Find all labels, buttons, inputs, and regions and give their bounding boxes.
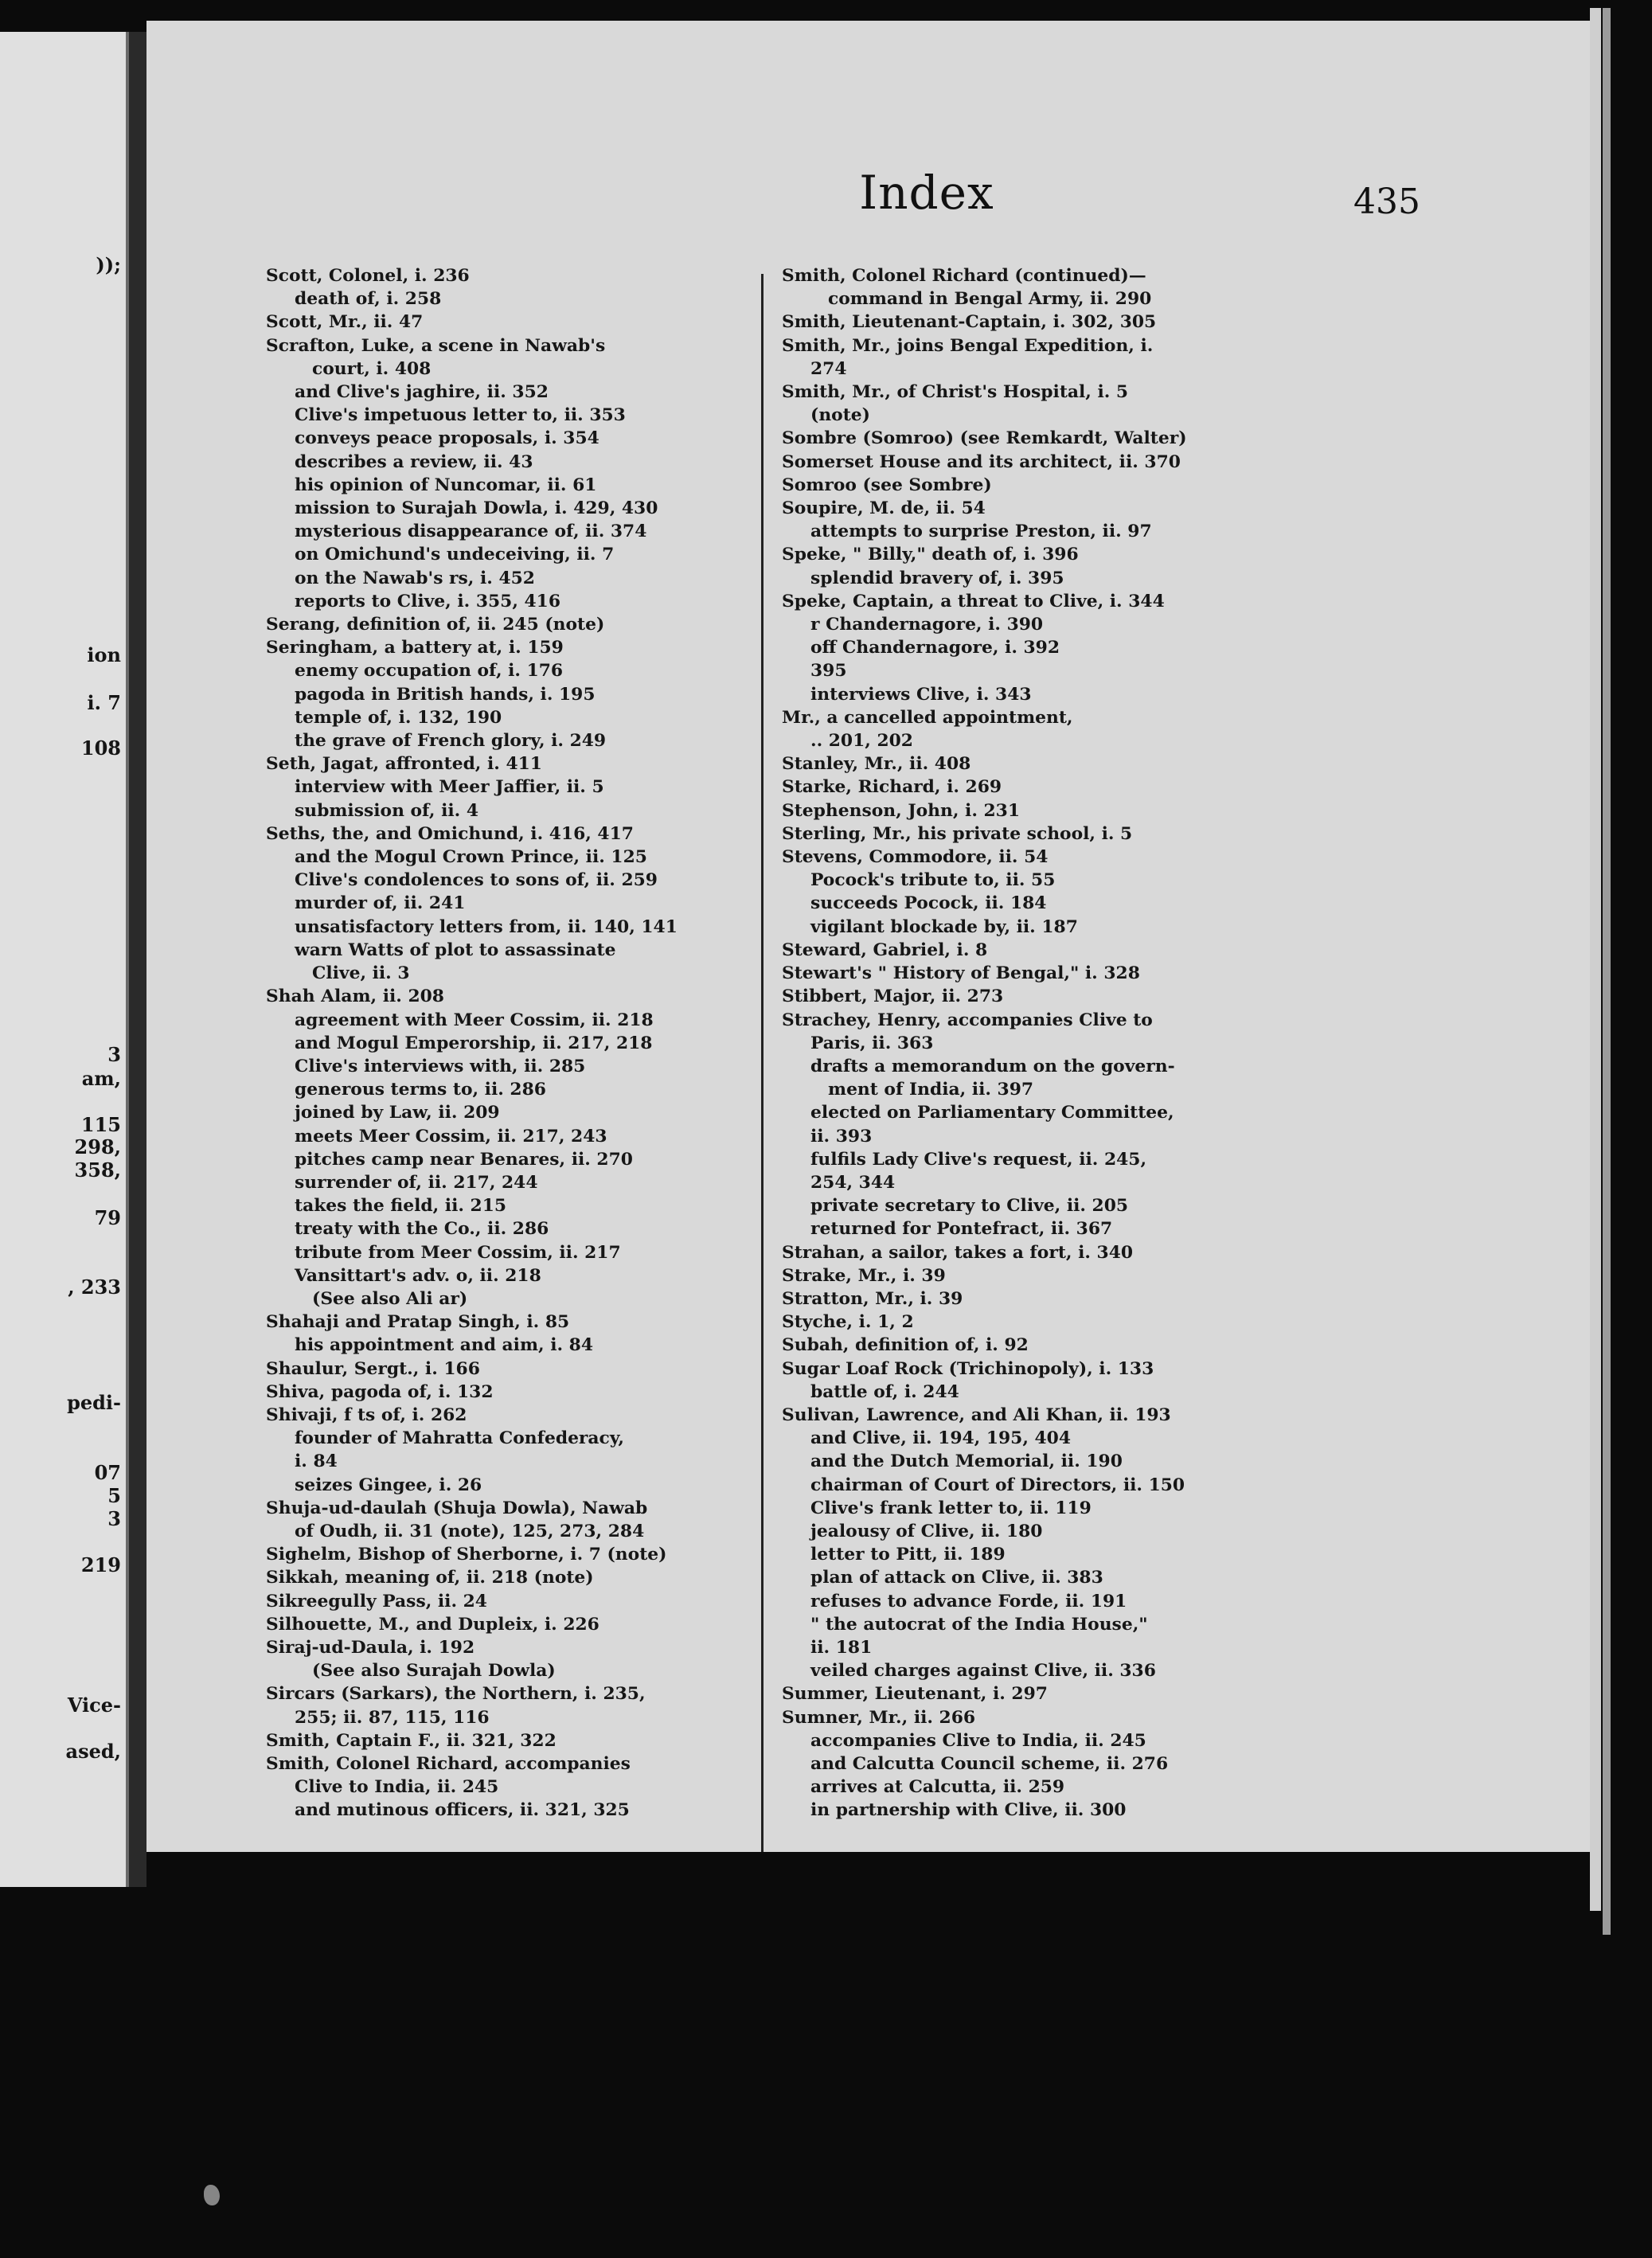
index-subentry: conveys peace proposals, i. 354	[295, 428, 599, 449]
index-entry: Smith, Mr., of Christ's Hospital, i. 5	[782, 382, 1129, 403]
index-entry: Starke, Richard, i. 269	[782, 777, 1002, 798]
facing-page-fragment: 115	[80, 1113, 121, 1136]
index-entry: Speke, " Billy," death of, i. 396	[782, 545, 1079, 565]
index-subentry: 274	[810, 358, 847, 379]
index-subentry: plan of attack on Clive, ii. 383	[810, 1568, 1103, 1588]
page-number: 435	[1353, 182, 1420, 222]
index-subentry: letter to Pitt, ii. 189	[810, 1545, 1006, 1565]
index-subentry: Clive, ii. 3	[312, 963, 410, 984]
index-subentry: elected on Parliamentary Committee,	[810, 1103, 1174, 1123]
index-entry: Shaulur, Sergt., i. 166	[266, 1358, 480, 1379]
index-subentry: founder of Mahratta Confederacy,	[295, 1428, 624, 1449]
facing-page-fragment: 298,	[74, 1135, 121, 1158]
index-column-right	[782, 264, 1411, 1822]
facing-page-fragment: am,	[81, 1067, 121, 1090]
index-entry: Smith, Colonel Richard (continued)—	[782, 266, 1146, 286]
facing-page-fragment: 79	[94, 1206, 121, 1229]
index-subentry: pagoda in British hands, i. 195	[295, 684, 596, 705]
page-title: Index	[859, 166, 994, 220]
index-subentry: accompanies Clive to India, ii. 245	[810, 1730, 1146, 1751]
facing-page-fragment: i. 7	[87, 691, 121, 714]
index-subentry: Clive's frank letter to, ii. 119	[810, 1498, 1092, 1518]
index-subentry: temple of, i. 132, 190	[295, 707, 502, 728]
facing-page-fragment: ased,	[65, 1740, 121, 1763]
index-subentry: chairman of Court of Directors, ii. 150	[810, 1475, 1185, 1495]
index-subentry: enemy occupation of, i. 176	[295, 661, 564, 682]
index-subentry: private secretary to Clive, ii. 205	[810, 1196, 1129, 1217]
index-entry: Scott, Mr., ii. 47	[266, 312, 424, 333]
index-subentry: on Omichund's undeceiving, ii. 7	[295, 545, 615, 565]
index-subentry: the grave of French glory, i. 249	[295, 731, 607, 752]
index-subentry: and the Dutch Memorial, ii. 190	[810, 1451, 1123, 1472]
page-gutter	[129, 32, 146, 1887]
index-subentry: vigilant blockade by, ii. 187	[810, 916, 1078, 937]
index-entry: Soupire, M. de, ii. 54	[782, 498, 986, 519]
index-subentry: Pocock's tribute to, ii. 55	[810, 870, 1056, 891]
index-subentry: r Chandernagore, i. 390	[810, 615, 1044, 635]
index-entry: Smith, Mr., joins Bengal Expedition, i.	[782, 335, 1154, 356]
index-entry: Shivaji, f ts of, i. 262	[266, 1404, 467, 1425]
facing-page-fragment: , 233	[68, 1275, 121, 1299]
index-subentry: splendid bravery of, i. 395	[810, 568, 1064, 588]
index-subentry: interview with Meer Jaffier, ii. 5	[295, 777, 604, 798]
page-stack-edge	[1590, 8, 1601, 1911]
index-subentry: reports to Clive, i. 355, 416	[295, 591, 560, 611]
index-subentry: ii. 181	[810, 1637, 873, 1658]
index-subentry: his opinion of Nuncomar, ii. 61	[295, 475, 597, 495]
index-subentry: mysterious disappearance of, ii. 374	[295, 522, 647, 542]
index-entry: Somroo (see Sombre)	[782, 475, 992, 495]
index-subentry: describes a review, ii. 43	[295, 451, 533, 472]
index-subentry: Vansittart's adv. o, ii. 218	[295, 1265, 541, 1286]
index-entry: Scrafton, Luke, a scene in Nawab's	[266, 335, 606, 356]
index-entry: Subah, definition of, i. 92	[782, 1335, 1029, 1356]
index-subentry: command in Bengal Army, ii. 290	[828, 289, 1152, 310]
index-entry: Sugar Loaf Rock (Trichinopoly), i. 133	[782, 1358, 1154, 1379]
index-subentry: fulfils Lady Clive's request, ii. 245,	[810, 1149, 1147, 1170]
index-subentry: submission of, ii. 4	[295, 800, 479, 821]
index-subentry: murder of, ii. 241	[295, 893, 466, 914]
index-subentry: Paris, ii. 363	[810, 1033, 934, 1053]
facing-page-fragment: 07	[94, 1461, 121, 1484]
index-subentry: takes the field, ii. 215	[295, 1196, 507, 1217]
facing-page-fragment: 3	[107, 1507, 121, 1530]
index-entry: Shiva, pagoda of, i. 132	[266, 1381, 494, 1402]
index-subentry: meets Meer Cossim, ii. 217, 243	[295, 1126, 607, 1147]
index-subentry: and Clive's jaghire, ii. 352	[295, 382, 549, 403]
index-subentry: refuses to advance Forde, ii. 191	[810, 1591, 1127, 1611]
facing-page-fragment: 3	[107, 1043, 121, 1066]
index-subentry: veiled charges against Clive, ii. 336	[810, 1661, 1156, 1682]
index-entry: Sikreegully Pass, ii. 24	[266, 1591, 487, 1611]
index-page	[146, 21, 1590, 1852]
index-subentry: ii. 393	[810, 1126, 873, 1147]
index-entry: Summer, Lieutenant, i. 297	[782, 1684, 1048, 1705]
facing-page-fragment: pedi-	[67, 1391, 121, 1414]
index-entry: Sumner, Mr., ii. 266	[782, 1707, 976, 1728]
index-subentry: and the Mogul Crown Prince, ii. 125	[295, 847, 647, 868]
index-entry: Smith, Colonel Richard, accompanies	[266, 1754, 631, 1774]
index-entry: Shuja-ud-daulah (Shuja Dowla), Nawab	[266, 1498, 648, 1518]
index-subentry: 254, 344	[810, 1172, 896, 1193]
index-subentry: treaty with the Co., ii. 286	[295, 1219, 549, 1240]
index-subentry: in partnership with Clive, ii. 300	[810, 1800, 1127, 1821]
facing-page-edge	[0, 32, 129, 1887]
index-subentry: attempts to surprise Preston, ii. 97	[810, 522, 1152, 542]
index-subentry: pitches camp near Benares, ii. 270	[295, 1149, 633, 1170]
index-entry: Stephenson, John, i. 231	[782, 800, 1020, 821]
index-subentry: court, i. 408	[312, 358, 432, 379]
index-subentry: seizes Gingee, i. 26	[295, 1475, 482, 1495]
facing-page-fragment: ion	[87, 643, 121, 666]
facing-page-fragment: 108	[80, 736, 121, 760]
index-subentry: jealousy of Clive, ii. 180	[810, 1521, 1043, 1541]
index-entry: Silhouette, M., and Dupleix, i. 226	[266, 1614, 599, 1635]
index-subentry: of Oudh, ii. 31 (note), 125, 273, 284	[295, 1521, 645, 1541]
index-subentry: battle of, i. 244	[810, 1381, 959, 1402]
index-subentry: .. 201, 202	[810, 731, 913, 752]
index-subentry: generous terms to, ii. 286	[295, 1080, 546, 1100]
index-subentry: mission to Surajah Dowla, i. 429, 430	[295, 498, 658, 519]
index-subentry: and Calcutta Council scheme, ii. 276	[810, 1754, 1169, 1774]
index-subentry: agreement with Meer Cossim, ii. 218	[295, 1010, 654, 1030]
index-subentry: surrender of, ii. 217, 244	[295, 1172, 538, 1193]
index-subentry: Clive's impetuous letter to, ii. 353	[295, 405, 626, 426]
index-subentry: ment of India, ii. 397	[828, 1080, 1034, 1100]
index-entry: Steward, Gabriel, i. 8	[782, 940, 988, 960]
index-entry: Strachey, Henry, accompanies Clive to	[782, 1010, 1153, 1030]
index-entry: Seths, the, and Omichund, i. 416, 417	[266, 823, 634, 844]
index-subentry: (note)	[810, 405, 870, 426]
index-subentry: (See also Surajah Dowla)	[312, 1661, 556, 1682]
index-entry: Sulivan, Lawrence, and Ali Khan, ii. 193	[782, 1404, 1171, 1425]
index-subentry: 255; ii. 87, 115, 116	[295, 1707, 490, 1728]
index-subentry: (See also Ali ar)	[312, 1288, 468, 1309]
facing-page-fragment: Vice-	[67, 1694, 121, 1717]
index-entry: Smith, Lieutenant-Captain, i. 302, 305	[782, 312, 1157, 333]
index-subentry: Clive's interviews with, ii. 285	[295, 1056, 586, 1076]
index-entry: Seringham, a battery at, i. 159	[266, 638, 564, 658]
index-subentry: and Mogul Emperorship, ii. 217, 218	[295, 1033, 653, 1053]
index-subentry: warn Watts of plot to assassinate	[295, 940, 616, 960]
index-subentry: " the autocrat of the India House,"	[810, 1614, 1148, 1635]
index-subentry: joined by Law, ii. 209	[295, 1103, 500, 1123]
index-entry: Shah Alam, ii. 208	[266, 986, 444, 1007]
index-entry: Scott, Colonel, i. 236	[266, 266, 470, 286]
index-entry: Speke, Captain, a threat to Clive, i. 344	[782, 591, 1165, 611]
index-entry: Stanley, Mr., ii. 408	[782, 754, 971, 775]
index-subentry: tribute from Meer Cossim, ii. 217	[295, 1242, 621, 1263]
index-entry: Siraj-ud-Daula, i. 192	[266, 1637, 475, 1658]
index-subentry: interviews Clive, i. 343	[810, 684, 1032, 705]
index-subentry: and mutinous officers, ii. 321, 325	[295, 1800, 630, 1821]
index-subentry: his appointment and aim, i. 84	[295, 1335, 593, 1356]
index-entry: Shahaji and Pratap Singh, i. 85	[266, 1312, 570, 1333]
index-entry: Stibbert, Major, ii. 273	[782, 986, 1004, 1007]
index-entry: Serang, definition of, ii. 245 (note)	[266, 615, 605, 635]
index-subentry: and Clive, ii. 194, 195, 404	[810, 1428, 1072, 1449]
index-entry: Strake, Mr., i. 39	[782, 1265, 946, 1286]
facing-page-fragment: 219	[80, 1553, 121, 1576]
index-subentry: 395	[810, 661, 847, 682]
index-subentry: i. 84	[295, 1451, 338, 1472]
index-entry: Stevens, Commodore, ii. 54	[782, 847, 1049, 868]
index-entry: Sterling, Mr., his private school, i. 5	[782, 823, 1133, 844]
column-divider	[761, 274, 764, 1852]
index-entry: Stratton, Mr., i. 39	[782, 1288, 963, 1309]
facing-page-fragment: ));	[96, 253, 121, 276]
index-subentry: death of, i. 258	[295, 289, 442, 310]
index-entry: Sombre (Somroo) (see Remkardt, Walter)	[782, 428, 1187, 449]
index-subentry: Clive to India, ii. 245	[295, 1777, 499, 1798]
index-subentry: returned for Pontefract, ii. 367	[810, 1219, 1113, 1240]
index-subentry: unsatisfactory letters from, ii. 140, 141	[295, 916, 678, 937]
index-entry: Smith, Captain F., ii. 321, 322	[266, 1730, 557, 1751]
index-entry: Sikkah, meaning of, ii. 218 (note)	[266, 1568, 594, 1588]
index-subentry: off Chandernagore, i. 392	[810, 638, 1060, 658]
index-entry: Strahan, a sailor, takes a fort, i. 340	[782, 1242, 1134, 1263]
index-entry: Seth, Jagat, affronted, i. 411	[266, 754, 542, 775]
index-subentry: succeeds Pocock, ii. 184	[810, 893, 1047, 914]
index-entry: Mr., a cancelled appointment,	[782, 707, 1073, 728]
index-subentry: arrives at Calcutta, ii. 259	[810, 1777, 1065, 1798]
index-entry: Stewart's " History of Bengal," i. 328	[782, 963, 1140, 984]
index-entry: Styche, i. 1, 2	[782, 1312, 914, 1333]
index-entry: Sircars (Sarkars), the Northern, i. 235,	[266, 1684, 646, 1705]
index-entry: Sighelm, Bishop of Sherborne, i. 7 (note)	[266, 1545, 667, 1565]
facing-page-fragment: 358,	[74, 1158, 121, 1182]
facing-page-fragment: 5	[107, 1484, 121, 1507]
index-subentry: Clive's condolences to sons of, ii. 259	[295, 870, 658, 891]
index-subentry: on the Nawab's rs, i. 452	[295, 568, 535, 588]
scan-smudge	[204, 2185, 220, 2205]
page-stack-edge-outer	[1603, 8, 1611, 1935]
index-entry: Somerset House and its architect, ii. 370	[782, 451, 1181, 472]
index-subentry: drafts a memorandum on the govern-	[810, 1056, 1175, 1076]
